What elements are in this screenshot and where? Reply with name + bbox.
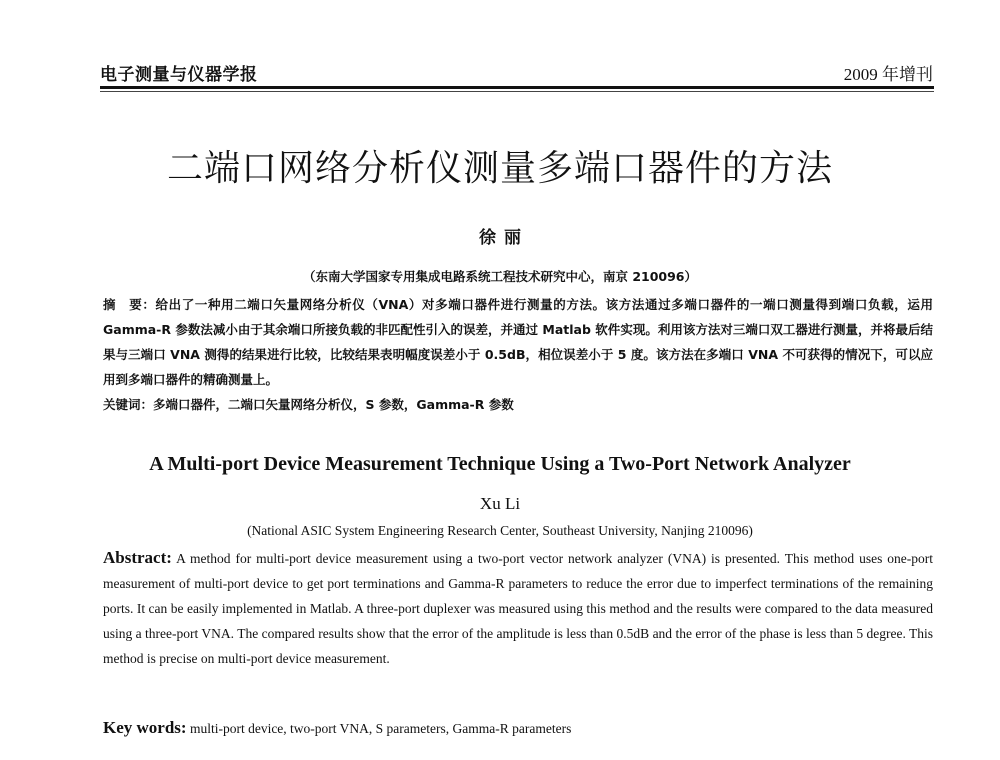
english-keywords [103,715,933,741]
header-rule-thick [100,86,934,89]
english-abstract-text: A method for multi-port device measurement using a two-port vector network analyzer (VNA) is presented. This method uses one-port measurement of multi-port device to get port terminations and Gamma-R parameters to reduce the error due to imperfect terminations of the remaining ports. It can be easily implemented in Matlab. A three-port duplexer was measured using this method and the results were compared to the data measured using a three-port VNA. The compared results show that the error of the amplitude is less than 0.5dB and the error of the phase is less than 5 degree. This method is precise on multi-port device measurement. [103,551,933,666]
issue-label: 2009 年增刊 [843,65,933,84]
journal-name: 电子测量与仪器学报 [100,65,258,85]
chinese-keywords [103,392,933,417]
header-rule-thin [100,91,934,92]
english-author: Xu Li [479,494,521,513]
english-title: A Multi-port Device Measurement Technique Using a Two-Port Network Analyzer [149,453,851,475]
chinese-abstract [103,292,933,392]
english-abstract-label: Abstract: [103,548,172,567]
running-header [100,60,933,88]
english-keywords-label: Key words: [103,718,187,737]
chinese-abstract-text: 给出了一种用二端口矢量网络分析仪（VNA）对多端口器件进行测量的方法。该方法通过多端口器件的一端口测量得到端口负载，运用 Gamma-R 参数法减小由于其余端口所接负载的非匹配性引入的误差，并通过 Matlab 软件实现。利用该方法对三端口双工器进行测量，并将最后结果与三端口 VNA 测得的结果进行比较，比较结果表明幅度误差小于 0.5dB，相位误差小于 5 度。该方法在多端口 VNA 不可获得的情况下，可以应用到多端口器件的精确测量上。 [103,297,933,387]
chinese-keywords-text: 多端口器件，二端口矢量网络分析仪，S 参数，Gamma-R 参数 [153,397,514,412]
chinese-keywords-label: 关键词： [103,397,154,412]
english-abstract [103,545,933,671]
english-affiliation: (National ASIC System Engineering Research Center, Southeast University, Nanjing 210096) [247,523,753,538]
chinese-title: 二端口网络分析仪测量多端口器件的方法 [166,148,833,189]
chinese-author: 徐丽 [479,228,529,248]
chinese-affiliation: （东南大学国家专用集成电路系统工程技术研究中心，南京 210096） [302,269,698,284]
chinese-abstract-label: 摘 要： [103,297,156,312]
english-keywords-text: multi-port device, two-port VNA, S parameters, Gamma-R parameters [189,721,572,736]
